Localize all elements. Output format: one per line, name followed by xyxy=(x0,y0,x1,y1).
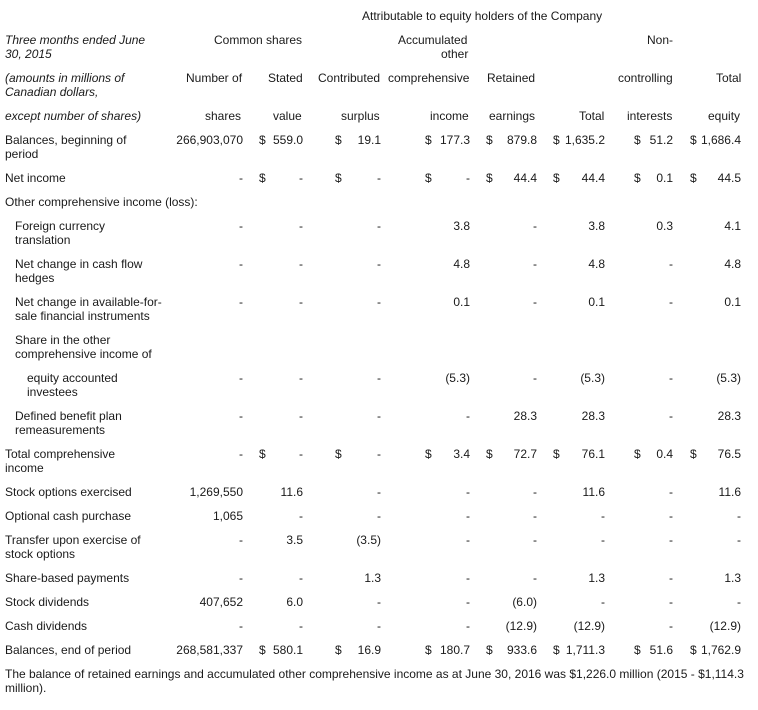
table-cell: (6.0) xyxy=(512,595,537,609)
dollar-sign: $ xyxy=(553,133,560,147)
row-label: stock options xyxy=(5,547,76,561)
table-cell: - xyxy=(239,447,243,461)
dollar-sign: $ xyxy=(335,643,342,657)
dollar-sign: $ xyxy=(425,447,432,461)
table-cell: - xyxy=(466,485,470,499)
table-cell: - xyxy=(239,219,243,233)
table-cell: 1,762.9 xyxy=(700,643,741,657)
table-cell: - xyxy=(299,447,303,461)
table-cell: 1,686.4 xyxy=(700,133,741,147)
table-cell: 1,269,550 xyxy=(189,485,243,499)
stated-header: Stated xyxy=(268,71,303,85)
table-cell: - xyxy=(239,571,243,585)
table-cell: - xyxy=(533,295,537,309)
table-cell: - xyxy=(533,371,537,385)
table-cell: 1.3 xyxy=(364,571,381,585)
row-label: Stock options exercised xyxy=(5,485,132,499)
contributed-header: Contributed xyxy=(318,71,381,85)
table-cell: 0.4 xyxy=(656,447,673,461)
table-cell: - xyxy=(466,533,470,547)
number-of-header: Number of xyxy=(186,71,243,85)
dollar-sign: $ xyxy=(634,643,641,657)
dollar-sign: $ xyxy=(259,643,266,657)
dollar-sign: $ xyxy=(425,133,432,147)
table-cell: - xyxy=(299,619,303,633)
non-header: Non- xyxy=(647,33,674,47)
table-cell: - xyxy=(377,485,381,499)
table-cell: 580.1 xyxy=(272,643,303,657)
dollar-sign: $ xyxy=(690,171,697,185)
table-cell: - xyxy=(601,509,605,523)
table-cell: 11.6 xyxy=(280,485,303,499)
comprehensive-header: comprehensive xyxy=(388,71,470,85)
table-cell: - xyxy=(533,485,537,499)
dollar-sign: $ xyxy=(259,447,266,461)
row-label: Net income xyxy=(5,171,66,185)
dollar-sign: $ xyxy=(634,133,641,147)
table-cell: 6.0 xyxy=(286,595,303,609)
table-cell: (5.3) xyxy=(445,371,470,385)
row-label: Balances, end of period xyxy=(5,643,132,657)
table-cell: - xyxy=(669,571,673,585)
table-cell: 72.7 xyxy=(513,447,537,461)
table-cell: 51.2 xyxy=(649,133,673,147)
table-cell: - xyxy=(377,171,381,185)
table-cell: - xyxy=(533,533,537,547)
table-cell: 3.8 xyxy=(453,219,470,233)
table-cell: (12.9) xyxy=(573,619,605,633)
table-cell: 4.1 xyxy=(724,219,741,233)
table-cell: - xyxy=(377,409,381,423)
dollar-sign: $ xyxy=(553,171,560,185)
row-label: Share in the other xyxy=(15,333,111,347)
total-subheader: Total xyxy=(579,109,605,123)
table-cell: - xyxy=(239,533,243,547)
accumulated-header-line1: Accumulated xyxy=(398,33,468,47)
table-cell: - xyxy=(601,595,605,609)
table-cell: 4.8 xyxy=(588,257,605,271)
table-cell: - xyxy=(601,533,605,547)
table-cell: 1,065 xyxy=(212,509,243,523)
retained-header: Retained xyxy=(487,71,536,85)
income-header: income xyxy=(430,109,469,123)
except-header: except number of shares) xyxy=(5,109,142,123)
units-header-line2: Canadian dollars, xyxy=(5,85,99,99)
table-cell: 4.8 xyxy=(453,257,470,271)
table-cell: - xyxy=(533,219,537,233)
row-label: comprehensive income of xyxy=(15,347,152,361)
table-cell: 4.8 xyxy=(724,257,741,271)
table-cell: 559.0 xyxy=(272,133,303,147)
table-cell: - xyxy=(669,257,673,271)
dollar-sign: $ xyxy=(634,447,641,461)
table-cell: 0.1 xyxy=(656,171,673,185)
table-cell: 0.3 xyxy=(656,219,673,233)
table-cell: - xyxy=(377,595,381,609)
table-cell: - xyxy=(239,257,243,271)
shares-header: shares xyxy=(205,109,242,123)
table-cell: - xyxy=(239,371,243,385)
table-cell: (5.3) xyxy=(716,371,741,385)
table-cell: 1,711.3 xyxy=(565,643,605,657)
table-cell: 0.1 xyxy=(588,295,605,309)
table-cell: 1,635.2 xyxy=(564,133,605,147)
table-cell: 28.3 xyxy=(513,409,537,423)
table-cell: 44.4 xyxy=(581,171,605,185)
table-cell: - xyxy=(737,533,741,547)
table-cell: - xyxy=(299,295,303,309)
table-cell: - xyxy=(239,295,243,309)
table-cell: - xyxy=(377,295,381,309)
table-cell: 11.6 xyxy=(718,485,741,499)
dollar-sign: $ xyxy=(486,447,493,461)
table-cell: - xyxy=(669,371,673,385)
row-label: Net change in available-for- xyxy=(15,295,162,309)
table-cell: - xyxy=(377,257,381,271)
row-label: translation xyxy=(15,233,71,247)
row-label: Cash dividends xyxy=(5,619,88,633)
table-cell: 11.6 xyxy=(582,485,605,499)
value-header: value xyxy=(273,109,302,123)
table-cell: - xyxy=(466,571,470,585)
table-cell: - xyxy=(377,371,381,385)
row-label: Net change in cash flow xyxy=(15,257,143,271)
table-cell: 879.8 xyxy=(506,133,537,147)
table-cell: - xyxy=(533,571,537,585)
interests-header: interests xyxy=(627,109,673,123)
table-cell: - xyxy=(239,619,243,633)
earnings-header: earnings xyxy=(489,109,536,123)
dollar-sign: $ xyxy=(486,643,493,657)
table-cell: - xyxy=(669,595,673,609)
dollar-sign: $ xyxy=(486,133,493,147)
table-cell: - xyxy=(299,509,303,523)
dollar-sign: $ xyxy=(553,447,560,461)
dollar-sign: $ xyxy=(690,133,697,147)
table-cell: - xyxy=(669,619,673,633)
surplus-header: surplus xyxy=(341,109,380,123)
dollar-sign: $ xyxy=(425,643,432,657)
dollar-sign: $ xyxy=(690,643,697,657)
row-label: Foreign currency xyxy=(15,219,106,233)
row-label: equity accounted xyxy=(27,371,118,385)
equity-header: equity xyxy=(708,109,741,123)
table-cell: 0.1 xyxy=(453,295,470,309)
table-cell: - xyxy=(299,409,303,423)
row-label: Total comprehensive xyxy=(5,447,116,461)
attributable-header: Attributable to equity holders of the Company xyxy=(362,9,603,23)
row-label: income xyxy=(5,461,44,475)
total-header: Total xyxy=(716,71,742,85)
table-cell: (5.3) xyxy=(580,371,605,385)
table-cell: 1.3 xyxy=(724,571,741,585)
table-cell: - xyxy=(466,595,470,609)
table-cell: 1.3 xyxy=(588,571,605,585)
table-cell: (3.5) xyxy=(356,533,381,547)
dollar-sign: $ xyxy=(690,447,697,461)
row-label: Other comprehensive income (loss): xyxy=(5,195,198,209)
row-label: Share-based payments xyxy=(5,571,130,585)
table-cell: - xyxy=(466,509,470,523)
row-label: investees xyxy=(27,385,78,399)
row-label: Balances, beginning of xyxy=(5,133,127,147)
table-cell: 16.9 xyxy=(357,643,381,657)
table-cell: - xyxy=(299,371,303,385)
table-cell: - xyxy=(669,295,673,309)
footnote: The balance of retained earnings and accumulated other comprehensive income as at June 30, 2016 was $1,226.0 million (2015 - $1,114.3 million). xyxy=(5,667,744,695)
table-cell: (12.9) xyxy=(505,619,537,633)
table-cell: 0.1 xyxy=(724,295,741,309)
table-cell: - xyxy=(377,619,381,633)
dollar-sign: $ xyxy=(259,133,266,147)
table-cell: - xyxy=(533,257,537,271)
controlling-header: controlling xyxy=(618,71,673,85)
table-cell: - xyxy=(299,171,303,185)
table-cell: - xyxy=(239,409,243,423)
table-cell: 3.4 xyxy=(453,447,470,461)
period-header-line2: 30, 2015 xyxy=(5,47,52,61)
row-label: remeasurements xyxy=(15,423,106,437)
dollar-sign: $ xyxy=(335,133,342,147)
table-cell: - xyxy=(669,509,673,523)
table-cell: 44.4 xyxy=(513,171,537,185)
dollar-sign: $ xyxy=(425,171,432,185)
table-cell: - xyxy=(533,509,537,523)
table-cell: 76.5 xyxy=(717,447,741,461)
row-label: Transfer upon exercise of xyxy=(5,533,141,547)
row-label: hedges xyxy=(15,271,55,285)
table-cell: - xyxy=(377,509,381,523)
row-label: Defined benefit plan xyxy=(15,409,122,423)
table-cell: 180.7 xyxy=(439,643,470,657)
units-header-line1: (amounts in millions of xyxy=(5,71,125,85)
table-cell: - xyxy=(466,171,470,185)
table-cell: - xyxy=(299,257,303,271)
accumulated-header-line2: other xyxy=(441,47,469,61)
table-cell: 407,652 xyxy=(199,595,243,609)
dollar-sign: $ xyxy=(259,171,266,185)
common-shares-header: Common shares xyxy=(214,33,303,47)
table-cell: 266,903,070 xyxy=(176,133,243,147)
table-cell: - xyxy=(239,171,243,185)
table-cell: - xyxy=(377,219,381,233)
table-cell: 76.1 xyxy=(581,447,605,461)
table-cell: 933.6 xyxy=(506,643,537,657)
table-cell: 177.3 xyxy=(439,133,470,147)
table-cell: - xyxy=(466,409,470,423)
row-label: Optional cash purchase xyxy=(5,509,132,523)
table-cell: - xyxy=(669,533,673,547)
row-label: sale financial instruments xyxy=(15,309,150,323)
table-cell: - xyxy=(669,409,673,423)
table-cell: 3.5 xyxy=(286,533,303,547)
table-cell: - xyxy=(299,219,303,233)
period-header-line1: Three months ended June xyxy=(5,33,146,47)
dollar-sign: $ xyxy=(335,447,342,461)
dollar-sign: $ xyxy=(634,171,641,185)
table-cell: 28.3 xyxy=(581,409,605,423)
dollar-sign: $ xyxy=(486,171,493,185)
table-cell: - xyxy=(669,485,673,499)
table-cell: - xyxy=(737,595,741,609)
table-cell: 28.3 xyxy=(717,409,741,423)
table-cell: (12.9) xyxy=(709,619,741,633)
table-cell: - xyxy=(737,509,741,523)
dollar-sign: $ xyxy=(553,643,560,657)
table-cell: 44.5 xyxy=(717,171,741,185)
dollar-sign: $ xyxy=(335,171,342,185)
table-cell: - xyxy=(377,447,381,461)
table-cell: - xyxy=(299,571,303,585)
row-label: Stock dividends xyxy=(5,595,90,609)
table-cell: 3.8 xyxy=(588,219,605,233)
row-label: period xyxy=(5,147,39,161)
table-cell: 268,581,337 xyxy=(176,643,243,657)
table-cell: 51.6 xyxy=(649,643,673,657)
table-cell: - xyxy=(466,619,470,633)
table-cell: 19.1 xyxy=(357,133,381,147)
